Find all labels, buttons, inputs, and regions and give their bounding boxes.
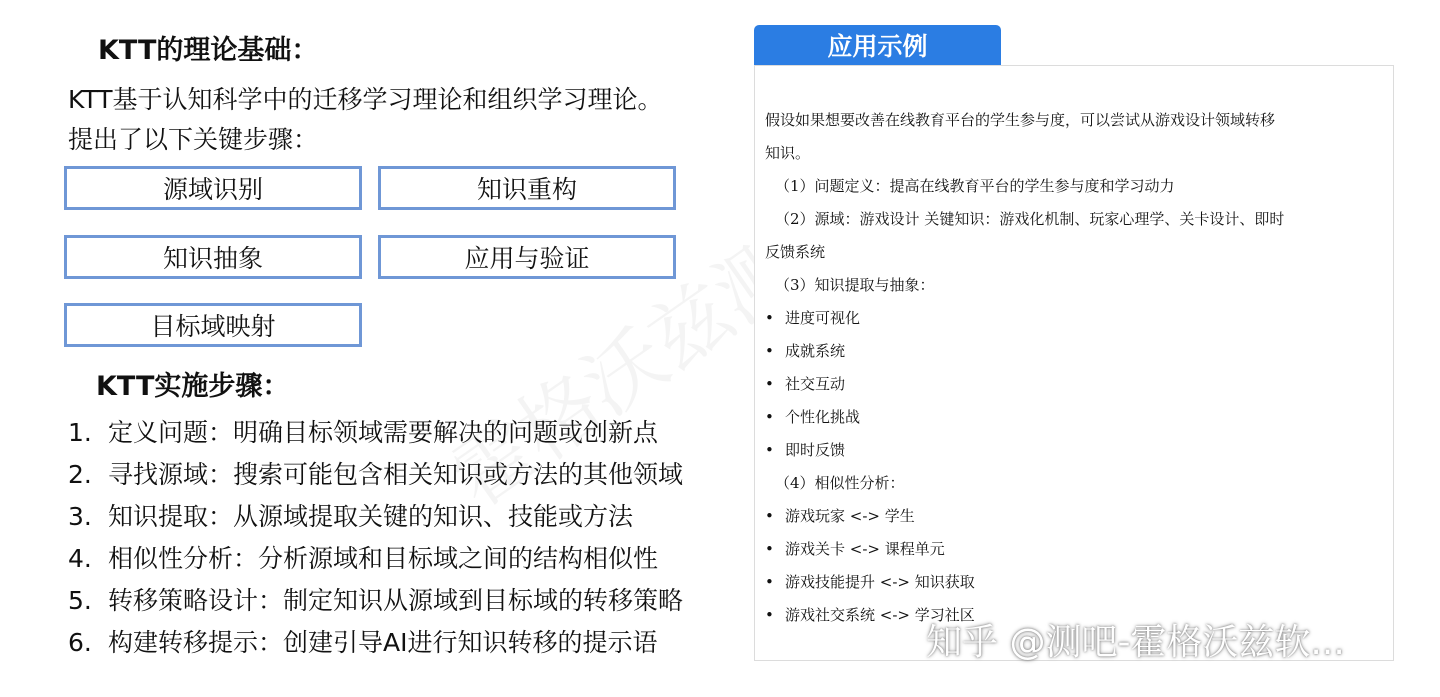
ktt-theory-title: KTT的理论基础： xyxy=(98,35,319,66)
example-item-source-domain-cont: 反馈系统 xyxy=(765,243,826,261)
list-item: • 个性化挑战 xyxy=(765,401,1385,434)
example-item-problem: （1）问题定义：提高在线教育平台的学生参与度和学习动力 xyxy=(775,177,1175,195)
list-item xyxy=(68,626,683,668)
step-box-knowledge-restructure: 知识重构 xyxy=(378,166,676,210)
step-box-knowledge-abstraction: 知识抽象 xyxy=(64,235,362,279)
step-number: 5. xyxy=(68,586,92,615)
list-item: • 游戏社交系统 <-> 学习社区 xyxy=(765,599,1385,632)
example-item-source-domain: （2）源域：游戏设计 关键知识：游戏化机制、玩家心理学、关卡设计、即时 xyxy=(775,210,1285,228)
example-intro-line1: 假设如果想要改善在线教育平台的学生参与度，可以尝试从游戏设计领域转移 xyxy=(765,111,1276,129)
bullet-icon: • xyxy=(765,507,774,525)
list-item: • 游戏关卡 <-> 课程单元 xyxy=(765,533,1385,566)
list-item xyxy=(68,542,683,584)
bullet-icon: • xyxy=(765,573,774,591)
step-box-apply-validate: 应用与验证 xyxy=(378,235,676,279)
list-item: • 进度可视化 xyxy=(765,302,1385,335)
step-text: 相似性分析：分析源域和目标域之间的结构相似性 xyxy=(108,544,659,573)
implementation-steps-list xyxy=(68,416,683,668)
list-item: • 社交互动 xyxy=(765,368,1385,401)
list-item: • 游戏玩家 <-> 学生 xyxy=(765,500,1385,533)
step-number: 6. xyxy=(68,628,92,657)
example-item-extraction: （3）知识提取与抽象： xyxy=(775,276,935,294)
step-box-source-identification: 源域识别 xyxy=(64,166,362,210)
list-item: • 即时反馈 xyxy=(765,434,1385,467)
bullet-icon: • xyxy=(765,342,774,360)
example-item-similarity: （4）相似性分析： xyxy=(775,474,905,492)
list-item: • 游戏技能提升 <-> 知识获取 xyxy=(765,566,1385,599)
bullet-icon: • xyxy=(765,375,774,393)
bullet-icon: • xyxy=(765,540,774,558)
bullet-icon: • xyxy=(765,309,774,327)
step-text: 定义问题：明确目标领域需要解决的问题或创新点 xyxy=(108,418,659,447)
step-number: 1. xyxy=(68,418,92,447)
step-text: 转移策略设计：制定知识从源域到目标域的转移策略 xyxy=(108,586,684,615)
list-item xyxy=(68,500,683,542)
step-number: 4. xyxy=(68,544,92,573)
bullet-icon: • xyxy=(765,606,774,624)
intro-text-line2: 提出了以下关键步骤： xyxy=(68,125,319,154)
example-intro-line2: 知识。 xyxy=(765,144,811,162)
ktt-implementation-title: KTT实施步骤： xyxy=(96,371,290,402)
example-content xyxy=(765,104,1385,632)
bullet-icon: • xyxy=(765,441,774,459)
list-item xyxy=(68,416,683,458)
step-text: 知识提取：从源域提取关键的知识、技能或方法 xyxy=(108,502,634,531)
step-number: 3. xyxy=(68,502,92,531)
list-item xyxy=(68,584,683,626)
zhihu-credit-watermark: 知乎 @测吧-霍格沃兹软... xyxy=(926,622,1345,663)
list-item xyxy=(68,458,683,500)
step-text: 构建转移提示：创建引导AI进行知识转移的提示语 xyxy=(108,628,658,657)
step-number: 2. xyxy=(68,460,92,489)
step-box-target-mapping: 目标域映射 xyxy=(64,303,362,347)
intro-text-line1: KTT基于认知科学中的迁移学习理论和组织学习理论。 xyxy=(68,85,663,114)
list-item: • 成就系统 xyxy=(765,335,1385,368)
step-text: 寻找源域：搜索可能包含相关知识或方法的其他领域 xyxy=(108,460,684,489)
example-tab-header: 应用示例 xyxy=(754,25,1001,65)
bullet-icon: • xyxy=(765,408,774,426)
